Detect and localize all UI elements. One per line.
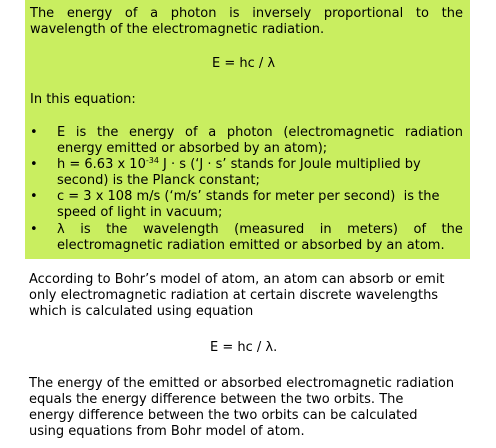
- bullet-word: the: [441, 222, 463, 237]
- bullet-word: of: [185, 125, 198, 140]
- bullet-marker: •: [30, 125, 38, 140]
- bullet-word: λ: [57, 222, 65, 237]
- bullet-wavelength-line-2: electromagnetic radiation emitted or absorbed by an atom.: [57, 238, 445, 253]
- bullet-energy-line-2: energy emitted or absorbed by an atom);: [57, 141, 328, 156]
- planck-exponent: -34: [145, 156, 159, 165]
- bullet-word: energy: [129, 125, 175, 140]
- energy-difference-line-1: The energy of the emitted or absorbed electromagnetic radiation: [29, 376, 455, 391]
- intro-word: of: [124, 6, 138, 21]
- bullet-word: the: [96, 125, 119, 140]
- bullet-word: (electromagnetic: [283, 125, 395, 140]
- bullet-marker: •: [30, 157, 38, 172]
- bohr-paragraph-line-1: According to Bohr’s model of atom, an atom can absorb or emit: [29, 272, 445, 287]
- intro-word: The: [30, 6, 55, 21]
- planck-unit-text: J · s (‘J · s’ stands for Joule multiplied by: [158, 157, 421, 172]
- bullet-speed-line-1: c = 3 x 108 m/s (‘m/s’ stands for meter per second) is the: [57, 189, 440, 204]
- intro-line-1: [30, 6, 463, 22]
- bullet-planck-line-2: second) is the Planck constant;: [57, 173, 260, 188]
- bullet-planck-line-1: [57, 157, 421, 173]
- intro-word: energy: [66, 6, 113, 21]
- bullet-word: E: [57, 125, 66, 140]
- equation-energy-repeat: E = hc / λ.: [210, 340, 278, 355]
- energy-difference-line-3: energy difference between the two orbits can be calculated: [29, 408, 418, 423]
- energy-difference-line-4: using equations from Bohr model of atom.: [29, 424, 305, 439]
- bullet-word: (measured: [234, 222, 305, 237]
- intro-word: proportional: [323, 6, 404, 21]
- bullet-word: in: [319, 222, 332, 237]
- bullet-word: radiation: [404, 125, 463, 140]
- bullet-word: the: [106, 222, 128, 237]
- bullet-marker: •: [30, 189, 38, 204]
- intro-word: inversely: [252, 6, 312, 21]
- planck-value: h = 6.63 x 10: [57, 157, 146, 172]
- bullet-speed-line-2: speed of light in vacuum;: [57, 205, 223, 220]
- bullet-word: is: [80, 222, 91, 237]
- bohr-paragraph-line-3: which is calculated using equation: [29, 304, 254, 319]
- intro-line-2: wavelength of the electromagnetic radiation.: [30, 22, 325, 37]
- bullet-energy-line-1: [57, 125, 463, 141]
- intro-word: photon: [170, 6, 217, 21]
- equation-energy: E = hc / λ: [212, 56, 276, 71]
- bullet-word: of: [413, 222, 427, 237]
- intro-word: is: [229, 6, 240, 21]
- intro-word: a: [150, 6, 159, 21]
- bullet-word: photon: [226, 125, 273, 140]
- intro-word: the: [441, 6, 463, 21]
- bullet-wavelength-line-1: [57, 222, 463, 238]
- bullet-marker: •: [30, 222, 38, 237]
- bullet-word: is: [75, 125, 87, 140]
- bohr-paragraph-line-2: only electromagnetic radiation at certain discrete wavelengths: [29, 288, 439, 303]
- energy-difference-line-2: equals the energy difference between the two orbits. The: [29, 392, 404, 407]
- intro-word: to: [415, 6, 429, 21]
- in-this-equation-label: In this equation:: [30, 92, 136, 107]
- bullet-word: a: [208, 125, 217, 140]
- bullet-word: meters): [347, 222, 399, 237]
- bullet-word: wavelength: [142, 222, 219, 237]
